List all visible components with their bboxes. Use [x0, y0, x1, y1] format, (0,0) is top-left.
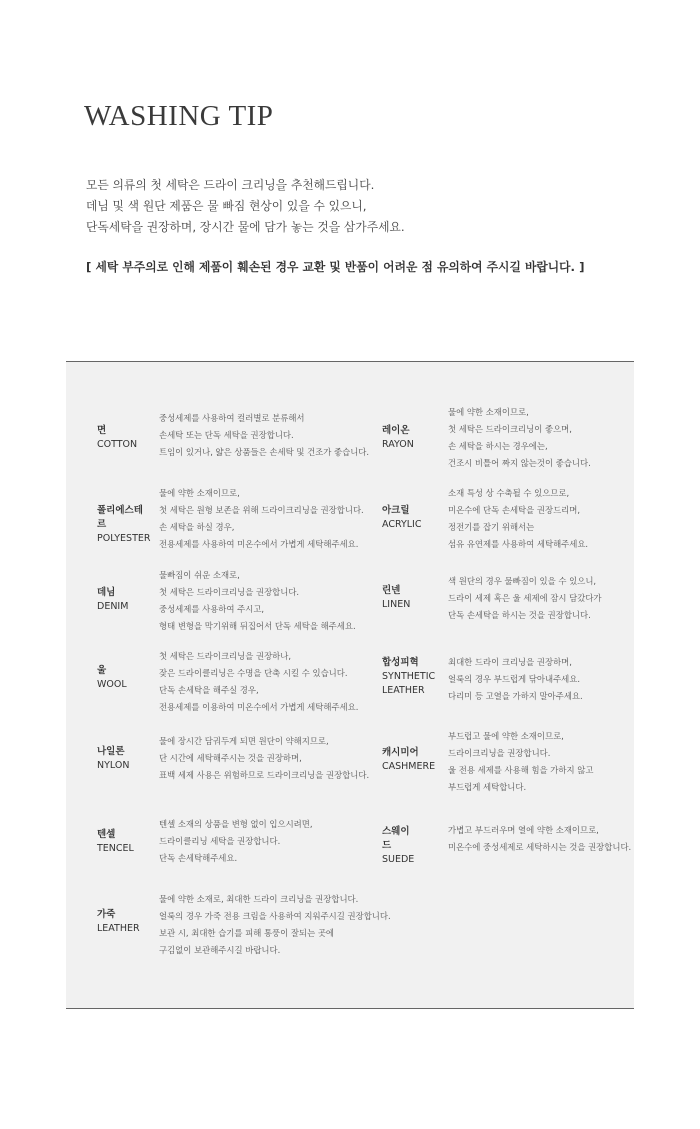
fabric-name	[97, 424, 137, 452]
care-line: 섬유 유연제를 사용하여 세탁해주세요.	[448, 539, 589, 549]
care-line: 단독 손세탁을 하시는 것을 권장합니다.	[448, 610, 591, 620]
fabric-name-ko: 레이온	[382, 425, 410, 436]
fabric-name-ko: 합성피혁	[382, 657, 419, 668]
fabric-name-ko: 텐셀	[97, 829, 116, 840]
fabric-name-en: LEATHER	[97, 923, 140, 934]
fabric-name	[97, 828, 134, 856]
care-description	[448, 654, 583, 705]
care-line: 첫 세탁은 원형 보존을 위해 드라이크리닝을 권장합니다.	[159, 505, 364, 515]
fabric-name-en: TENCEL	[97, 843, 134, 854]
intro-line: 단독세탁을 권장하며, 장시간 물에 담가 놓는 것을 삼가주세요.	[86, 220, 405, 234]
fabric-name-en: POLYESTER	[97, 533, 151, 544]
fabric-name-ko: 스웨이드	[382, 826, 410, 851]
care-description	[159, 485, 364, 553]
care-description	[159, 891, 391, 959]
fabric-name-ko: 폴리에스테르	[97, 505, 143, 530]
care-line: 보관 시, 최대한 습기를 피해 통풍이 잘되는 곳에	[159, 928, 335, 938]
fabric-name-en: SYNTHETIC	[382, 671, 436, 682]
intro-line: 모든 의류의 첫 세탁은 드라이 크리닝을 추천해드립니다.	[86, 178, 375, 192]
care-line: 드라이클리닝 세탁을 권장합니다.	[159, 836, 281, 846]
fabric-name	[382, 825, 414, 867]
care-line: 첫 세탁은 드라이크리닝이 좋으며,	[448, 424, 572, 434]
care-line: 얼룩의 경우 부드럽게 닦아내주세요.	[448, 674, 581, 684]
care-line: 가볍고 부드러우며 열에 약한 소재이므로,	[448, 825, 599, 835]
care-description	[159, 733, 369, 784]
care-line: 색 원단의 경우 물빠짐이 있을 수 있으니,	[448, 576, 597, 586]
fabric-name-ko: 울	[97, 665, 107, 676]
fabric-name-en: LEATHER	[382, 685, 425, 696]
care-description	[448, 485, 588, 553]
fabric-name-ko: 캐시미어	[382, 747, 419, 758]
fabric-name-en: DENIM	[97, 601, 129, 612]
care-line: 형태 변형을 막기위해 뒤집어서 단독 세탁을 해주세요.	[159, 621, 356, 631]
fabric-name-ko: 면	[97, 425, 107, 436]
care-line: 잦은 드라이클리닝은 수명을 단축 시킬 수 있습니다.	[159, 668, 348, 678]
fabric-name-ko: 가죽	[97, 909, 116, 920]
fabric-name	[382, 424, 414, 452]
care-description	[159, 648, 358, 716]
care-line: 단 시간에 세탁해주시는 것을 권장하며,	[159, 753, 302, 763]
care-description	[159, 410, 369, 461]
care-line: 건조시 비틀어 짜지 않는것이 좋습니다.	[448, 458, 591, 468]
fabric-care-panel	[66, 361, 634, 1009]
fabric-name	[97, 664, 127, 692]
fabric-name	[97, 504, 150, 546]
care-line: 물에 약한 소재이므로,	[448, 407, 529, 417]
care-line: 텐셀 소재의 상품을 변형 없이 입으시려면,	[159, 819, 313, 829]
fabric-name-ko: 데님	[97, 587, 116, 598]
care-line: 부드럽게 세탁합니다.	[448, 782, 527, 792]
care-line: 부드럽고 물에 약한 소재이므로,	[448, 731, 564, 741]
fabric-name-en: WOOL	[97, 679, 127, 690]
care-description	[159, 567, 356, 635]
care-line: 얼룩의 경우 가죽 전용 크림을 사용하여 지워주시길 권장합니다.	[159, 911, 391, 921]
care-line: 전용세제를 이용하여 미온수에서 가볍게 세탁해주세요.	[159, 702, 359, 712]
care-description	[448, 728, 593, 796]
care-line: 물에 장시간 담궈두게 되면 원단이 약해지므로,	[159, 736, 329, 746]
fabric-name-ko: 린넨	[382, 585, 401, 596]
fabric-name	[97, 745, 129, 773]
care-line: 첫 세탁은 드라이크리닝을 권장하나,	[159, 651, 292, 661]
fabric-name-en: ACRYLIC	[382, 519, 422, 530]
care-line: 미온수에 중성세제로 세탁하시는 것을 권장합니다.	[448, 842, 632, 852]
care-line: 손세탁 또는 단독 세탁을 권장합니다.	[159, 430, 294, 440]
care-description	[159, 816, 313, 867]
care-line: 물에 약한 소재로, 최대한 드라이 크리닝을 권장합니다.	[159, 894, 359, 904]
care-line: 소재 특성 상 수축될 수 있으므로,	[448, 488, 570, 498]
page-title: WASHING TIP	[84, 100, 274, 132]
care-line: 정전기를 잡기 위해서는	[448, 522, 535, 532]
notice-text: [ 세탁 부주의로 인해 제품이 훼손된 경우 교환 및 반품이 어려운 점 유의하여 주시길 바랍니다. ]	[86, 260, 585, 274]
care-line: 중성세제를 사용하여 컬러별로 분류해서	[159, 413, 305, 423]
intro-line: 데님 및 색 원단 제품은 물 빠짐 현상이 있을 수 있으니,	[86, 199, 367, 213]
care-line: 최대한 드라이 크리닝을 권장하며,	[448, 657, 572, 667]
fabric-name-en: CASHMERE	[382, 761, 436, 772]
intro-text	[86, 175, 405, 238]
fabric-name-en: COTTON	[97, 439, 138, 450]
care-description	[448, 822, 631, 856]
fabric-name-en: SUEDE	[382, 854, 415, 865]
care-line: 미온수에 단독 손세탁을 권장드리며,	[448, 505, 581, 515]
care-line: 드라이크리닝을 권장합니다.	[448, 748, 551, 758]
care-line: 물에 약한 소재이므로,	[159, 488, 240, 498]
care-line: 손 세탁을 하실 경우,	[159, 522, 235, 532]
care-line: 트임이 있거나, 얇은 상품들은 손세탁 및 건조가 좋습니다.	[159, 447, 370, 457]
fabric-name-en: RAYON	[382, 439, 414, 450]
care-line: 단독 손세탁을 해주실 경우,	[159, 685, 259, 695]
care-line: 손 세탁을 하시는 경우에는,	[448, 441, 548, 451]
care-line: 드라이 세제 혹은 울 세제에 잠시 담갔다가	[448, 593, 602, 603]
fabric-name-en: LINEN	[382, 599, 411, 610]
fabric-name-ko: 나일론	[97, 746, 125, 757]
care-line: 전용세제를 사용하여 미온수에서 가볍게 세탁해주세요.	[159, 539, 359, 549]
fabric-name	[97, 586, 128, 614]
fabric-name	[382, 504, 422, 532]
fabric-name	[97, 908, 140, 936]
care-line: 중성세제를 사용하여 주시고,	[159, 604, 265, 614]
fabric-name-en: NYLON	[97, 760, 130, 771]
care-line: 표백 세제 사용은 위험하므로 드라이크리닝을 권장합니다.	[159, 770, 370, 780]
care-line: 물빠짐이 쉬운 소재로,	[159, 570, 240, 580]
fabric-name-ko: 아크릴	[382, 505, 410, 516]
care-line: 울 전용 세제를 사용해 힘을 가하지 않고	[448, 765, 594, 775]
care-line: 단독 손세탁해주세요.	[159, 853, 238, 863]
fabric-name	[382, 746, 435, 774]
fabric-name	[382, 656, 435, 698]
care-line: 첫 세탁은 드라이크리닝을 권장합니다.	[159, 587, 300, 597]
care-description	[448, 404, 591, 472]
care-line: 다리미 등 고열을 가하지 말아주세요.	[448, 691, 583, 701]
fabric-name	[382, 584, 410, 612]
care-line: 구김없이 보관해주시길 바랍니다.	[159, 945, 281, 955]
care-description	[448, 573, 602, 624]
